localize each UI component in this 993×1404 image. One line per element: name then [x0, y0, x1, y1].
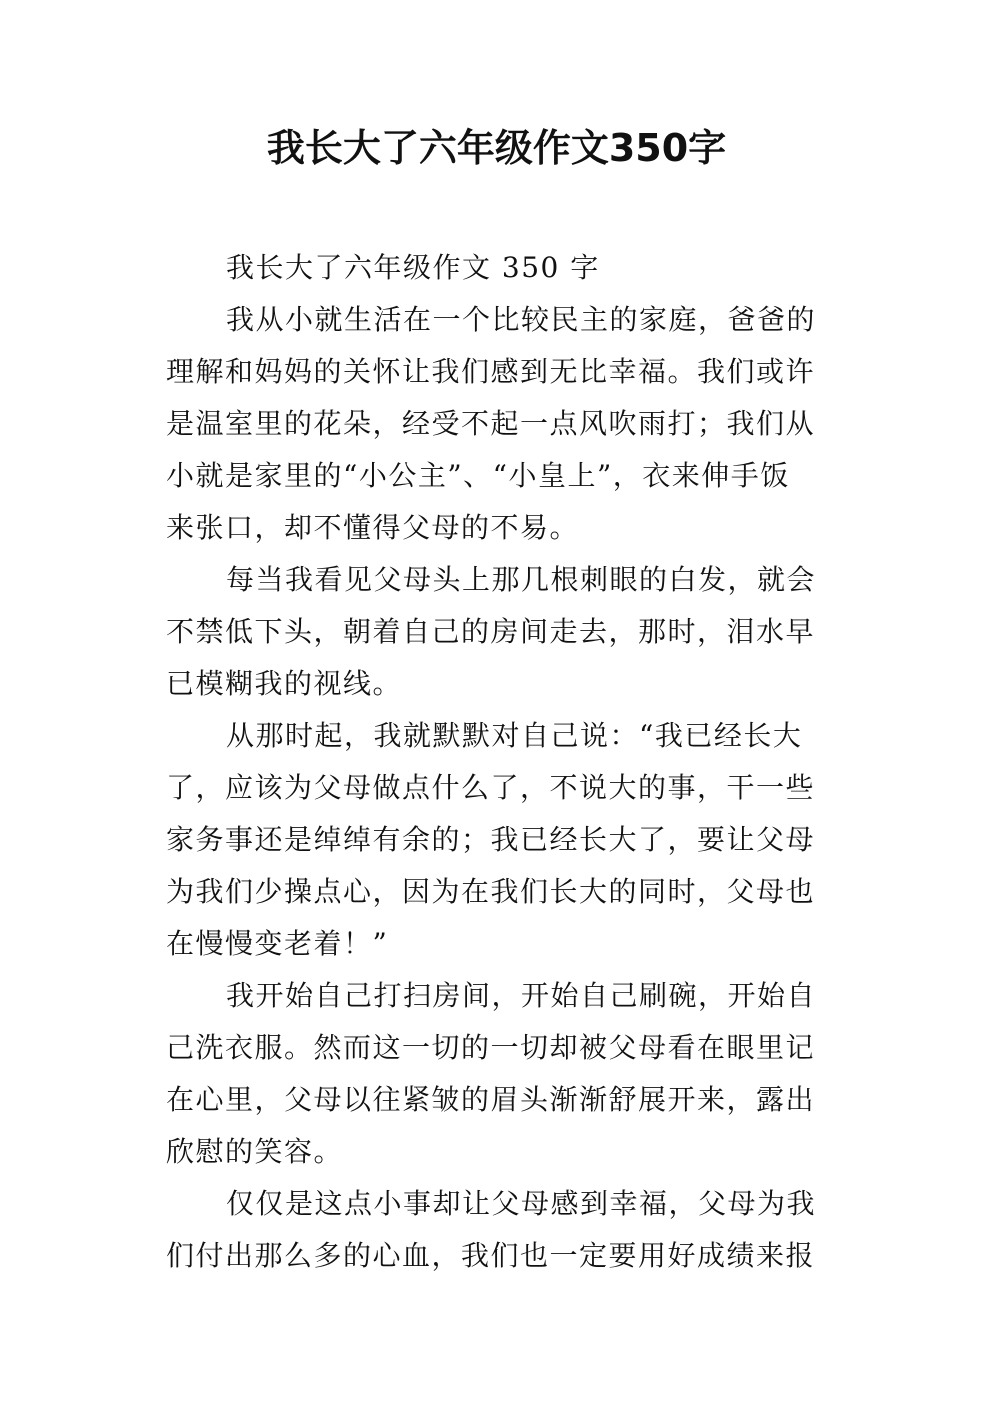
paragraph: [166, 1178, 846, 1282]
text-line: 在慢慢变老着！”: [166, 927, 389, 960]
text-line: 我从小就生活在一个比较民主的家庭，爸爸的: [226, 303, 817, 336]
document-title: 我长大了六年级作文350字: [266, 126, 727, 170]
text-line: 己洗衣服。然而这一切的一切却被父母看在眼里记: [166, 1031, 816, 1064]
text-line: 每当我看见父母头上那几根刺眼的白发，就会: [226, 563, 817, 596]
text-line: 我长大了六年级作文 350 字: [226, 251, 600, 284]
text-line: 不禁低下头，朝着自己的房间走去，那时，泪水早: [166, 615, 816, 648]
text-line: 来张口，却不懂得父母的不易。: [166, 511, 580, 544]
text-line: 仅仅是这点小事却让父母感到幸福，父母为我: [226, 1187, 817, 1220]
paragraph: [166, 970, 846, 1178]
text-line: 家务事还是绰绰有余的；我已经长大了，要让父母: [166, 823, 816, 856]
text-line: 我开始自己打扫房间，开始自己刷碗，开始自: [226, 979, 817, 1012]
document-body: [166, 242, 846, 1282]
text-line: 是温室里的花朵，经受不起一点风吹雨打；我们从: [166, 407, 816, 440]
text-line: 从那时起，我就默默对自己说：“我已经长大: [226, 719, 803, 752]
paragraph: [166, 554, 846, 710]
text-line: 欣慰的笑容。: [166, 1135, 344, 1168]
text-line: 已模糊我的视线。: [166, 667, 403, 700]
paragraph: [166, 294, 846, 554]
text-line: 小就是家里的“小公主”、“小皇上”，衣来伸手饭: [166, 459, 790, 492]
text-line: 了，应该为父母做点什么了，不说大的事，干一些: [166, 771, 816, 804]
paragraph: [166, 710, 846, 970]
text-line: 们付出那么多的心血，我们也一定要用好成绩来报: [166, 1239, 816, 1272]
text-line: 在心里，父母以往紧皱的眉头渐渐舒展开来，露出: [166, 1083, 816, 1116]
text-line: 为我们少操点心，因为在我们长大的同时，父母也: [166, 875, 816, 908]
paragraph: [166, 242, 846, 294]
text-line: 理解和妈妈的关怀让我们感到无比幸福。我们或许: [166, 355, 816, 388]
